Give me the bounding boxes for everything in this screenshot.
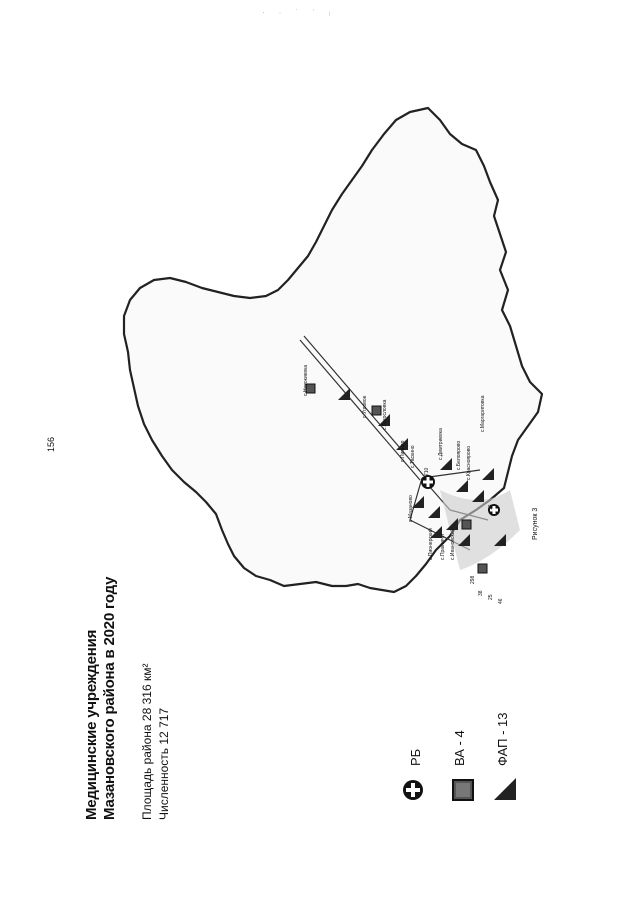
map-number-label: 38 (478, 590, 484, 596)
settlement-label: с.Ивановский (450, 528, 456, 560)
figure-caption: Рисунок 3 (532, 507, 539, 540)
settlement-label: с.Дмитриевка (438, 428, 444, 460)
map-title-line2: Мазановского района в 2020 году (101, 576, 118, 820)
settlement-label: с.Маргаритовка (480, 395, 486, 432)
settlement-label: с.Богословка (382, 399, 388, 430)
settlement-label: с.Угловое (362, 395, 368, 418)
map-number-label: 298 (470, 575, 476, 584)
district-map (110, 90, 560, 630)
settlement-label: с.Красноярово (466, 445, 472, 480)
settlement-label: с.Белоярово (456, 440, 462, 470)
settlement-label: с.Пионер (400, 440, 406, 462)
map-title-line1: Медицинские учреждения (83, 629, 100, 820)
settlement-label: с.Новокиевка (303, 364, 309, 396)
legend-label-fap: ФАП - 13 (495, 712, 510, 766)
map-number-label: 710 (424, 467, 430, 476)
legend-label-rb: РБ (408, 748, 423, 766)
map-number-label: 46 (498, 598, 504, 604)
triangle-icon (492, 776, 518, 802)
settlement-label: с.Таскино (410, 445, 416, 468)
square-icon (452, 779, 474, 801)
settlement-label: с.Пионерский (428, 528, 434, 560)
district-population: Численность 12 717 (157, 707, 171, 820)
map-number-label: 16 (488, 504, 494, 510)
district-area: Площадь района 28 316 км² (140, 663, 154, 820)
central-hospital-icon (421, 475, 435, 489)
settlement-label: с.Практичи (440, 534, 446, 560)
map-number-label: 25 (488, 594, 494, 600)
legend-label-va: ВА - 4 (452, 730, 467, 766)
circle-cross-icon (401, 778, 425, 802)
page-number: 156 (46, 436, 56, 452)
settlement-label: с.Мазаново (408, 495, 414, 522)
scan-marks: · ∙ ˙ ˈ ᵢ (262, 8, 337, 17)
